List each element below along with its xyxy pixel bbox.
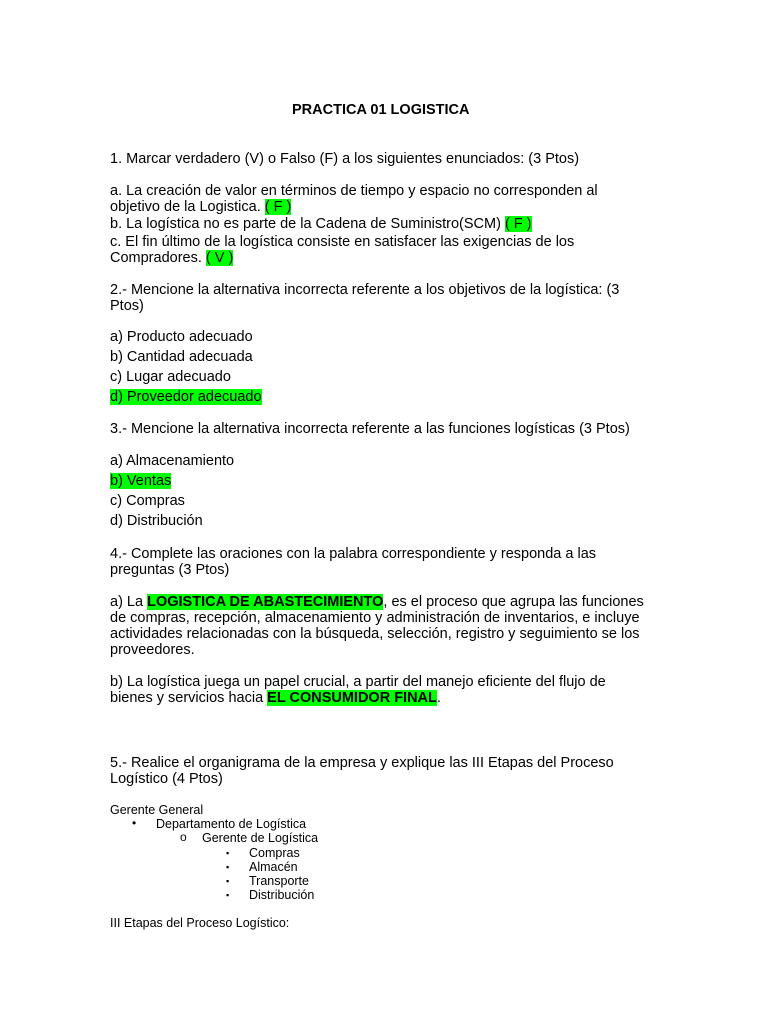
q3-option-c: c) Compras xyxy=(110,493,185,509)
q4-b-line2 xyxy=(110,690,441,707)
q3-option-d: d) Distribución xyxy=(110,513,203,529)
square-bullet-icon: ▪ xyxy=(226,876,230,886)
org-item-transporte: Transporte xyxy=(249,874,309,888)
q4-b-answer: EL CONSUMIDOR FINAL xyxy=(267,690,437,706)
q1-prompt: 1. Marcar verdadero (V) o Falso (F) a los siguientes enunciados: (3 Ptos) xyxy=(110,151,580,167)
q2-option-d xyxy=(110,389,262,406)
square-bullet-icon: ▪ xyxy=(226,862,230,872)
q2-prompt-line1: 2.- Mencione la alternativa incorrecta referente a los objetivos de la logística: (3 xyxy=(110,282,620,298)
q4-prompt-line1: 4.- Complete las oraciones con la palabra correspondiente y responda a las xyxy=(110,546,597,562)
org-item-distribucion: Distribución xyxy=(249,888,315,902)
circle-bullet-icon: o xyxy=(180,830,187,844)
q4-a-prefix: a) La xyxy=(110,594,148,610)
org-item-almacen: Almacén xyxy=(249,860,298,874)
org-root: Gerente General xyxy=(110,803,204,817)
q4-a-line1 xyxy=(110,594,644,611)
q4-a-answer: LOGISTICA DE ABASTECIMIENTO xyxy=(147,594,384,610)
q4-b-prefix: bienes y servicios hacia xyxy=(110,690,268,706)
document-title: PRACTICA 01 LOGISTICA xyxy=(292,102,470,118)
q1-c-text: Compradores. xyxy=(110,250,206,266)
q5-prompt-line1: 5.- Realice el organigrama de la empresa y explique las III Etapas del Proceso xyxy=(110,755,614,771)
q4-b-suffix: . xyxy=(436,690,441,706)
q1-a-answer: ( F ) xyxy=(264,199,292,215)
q4-prompt-line2: preguntas (3 Ptos) xyxy=(110,562,230,578)
q1-a-line1: a. La creación de valor en términos de tiempo y espacio no corresponden al xyxy=(110,183,598,199)
q4-a-line3: actividades relacionadas con la búsqueda, selección, registro y seguimiento se los xyxy=(110,626,640,642)
q3-answer: b) Ventas xyxy=(110,473,172,489)
q1-b-text: b. La logística no es parte de la Cadena de Suministro(SCM) xyxy=(110,216,505,232)
q3-prompt: 3.- Mencione la alternativa incorrecta referente a las funciones logísticas (3 Ptos) xyxy=(110,421,630,437)
q2-prompt-line2: Ptos) xyxy=(110,298,144,314)
q1-b-line xyxy=(110,216,532,233)
q4-a-suffix: , es el proceso que agrupa las funciones xyxy=(383,594,644,610)
q3-option-b xyxy=(110,473,171,490)
org-level1: Departamento de Logística xyxy=(156,817,307,831)
org-level2: Gerente de Logística xyxy=(202,831,319,845)
square-bullet-icon: ▪ xyxy=(226,890,230,900)
q1-a-text: objetivo de la Logistica. xyxy=(110,199,265,215)
bullet-icon: • xyxy=(132,816,137,830)
q1-c-answer: ( V ) xyxy=(205,250,234,266)
q4-b-line1: b) La logística juega un papel crucial, a partir del manejo eficiente del flujo de xyxy=(110,674,606,690)
q2-option-c: c) Lugar adecuado xyxy=(110,369,231,385)
q4-a-line2: de compras, recepción, almacenamiento y administración de inventarios, e incluye xyxy=(110,610,640,626)
q2-option-a: a) Producto adecuado xyxy=(110,329,253,345)
q1-a-line2 xyxy=(110,199,291,216)
q2-option-b: b) Cantidad adecuada xyxy=(110,349,253,365)
q1-c-line1: c. El fin último de la logística consiste en satisfacer las exigencias de los xyxy=(110,234,575,250)
org-item-compras: Compras xyxy=(249,846,300,860)
q2-answer: d) Proveedor adecuado xyxy=(110,389,262,405)
stages-heading: III Etapas del Proceso Logístico: xyxy=(110,916,290,930)
q1-c-line2 xyxy=(110,250,233,267)
q4-a-line4: proveedores. xyxy=(110,642,195,658)
q3-option-a: a) Almacenamiento xyxy=(110,453,235,469)
q1-b-answer: ( F ) xyxy=(504,216,532,232)
square-bullet-icon: ▪ xyxy=(226,848,230,858)
q5-prompt-line2: Logístico (4 Ptos) xyxy=(110,771,223,787)
